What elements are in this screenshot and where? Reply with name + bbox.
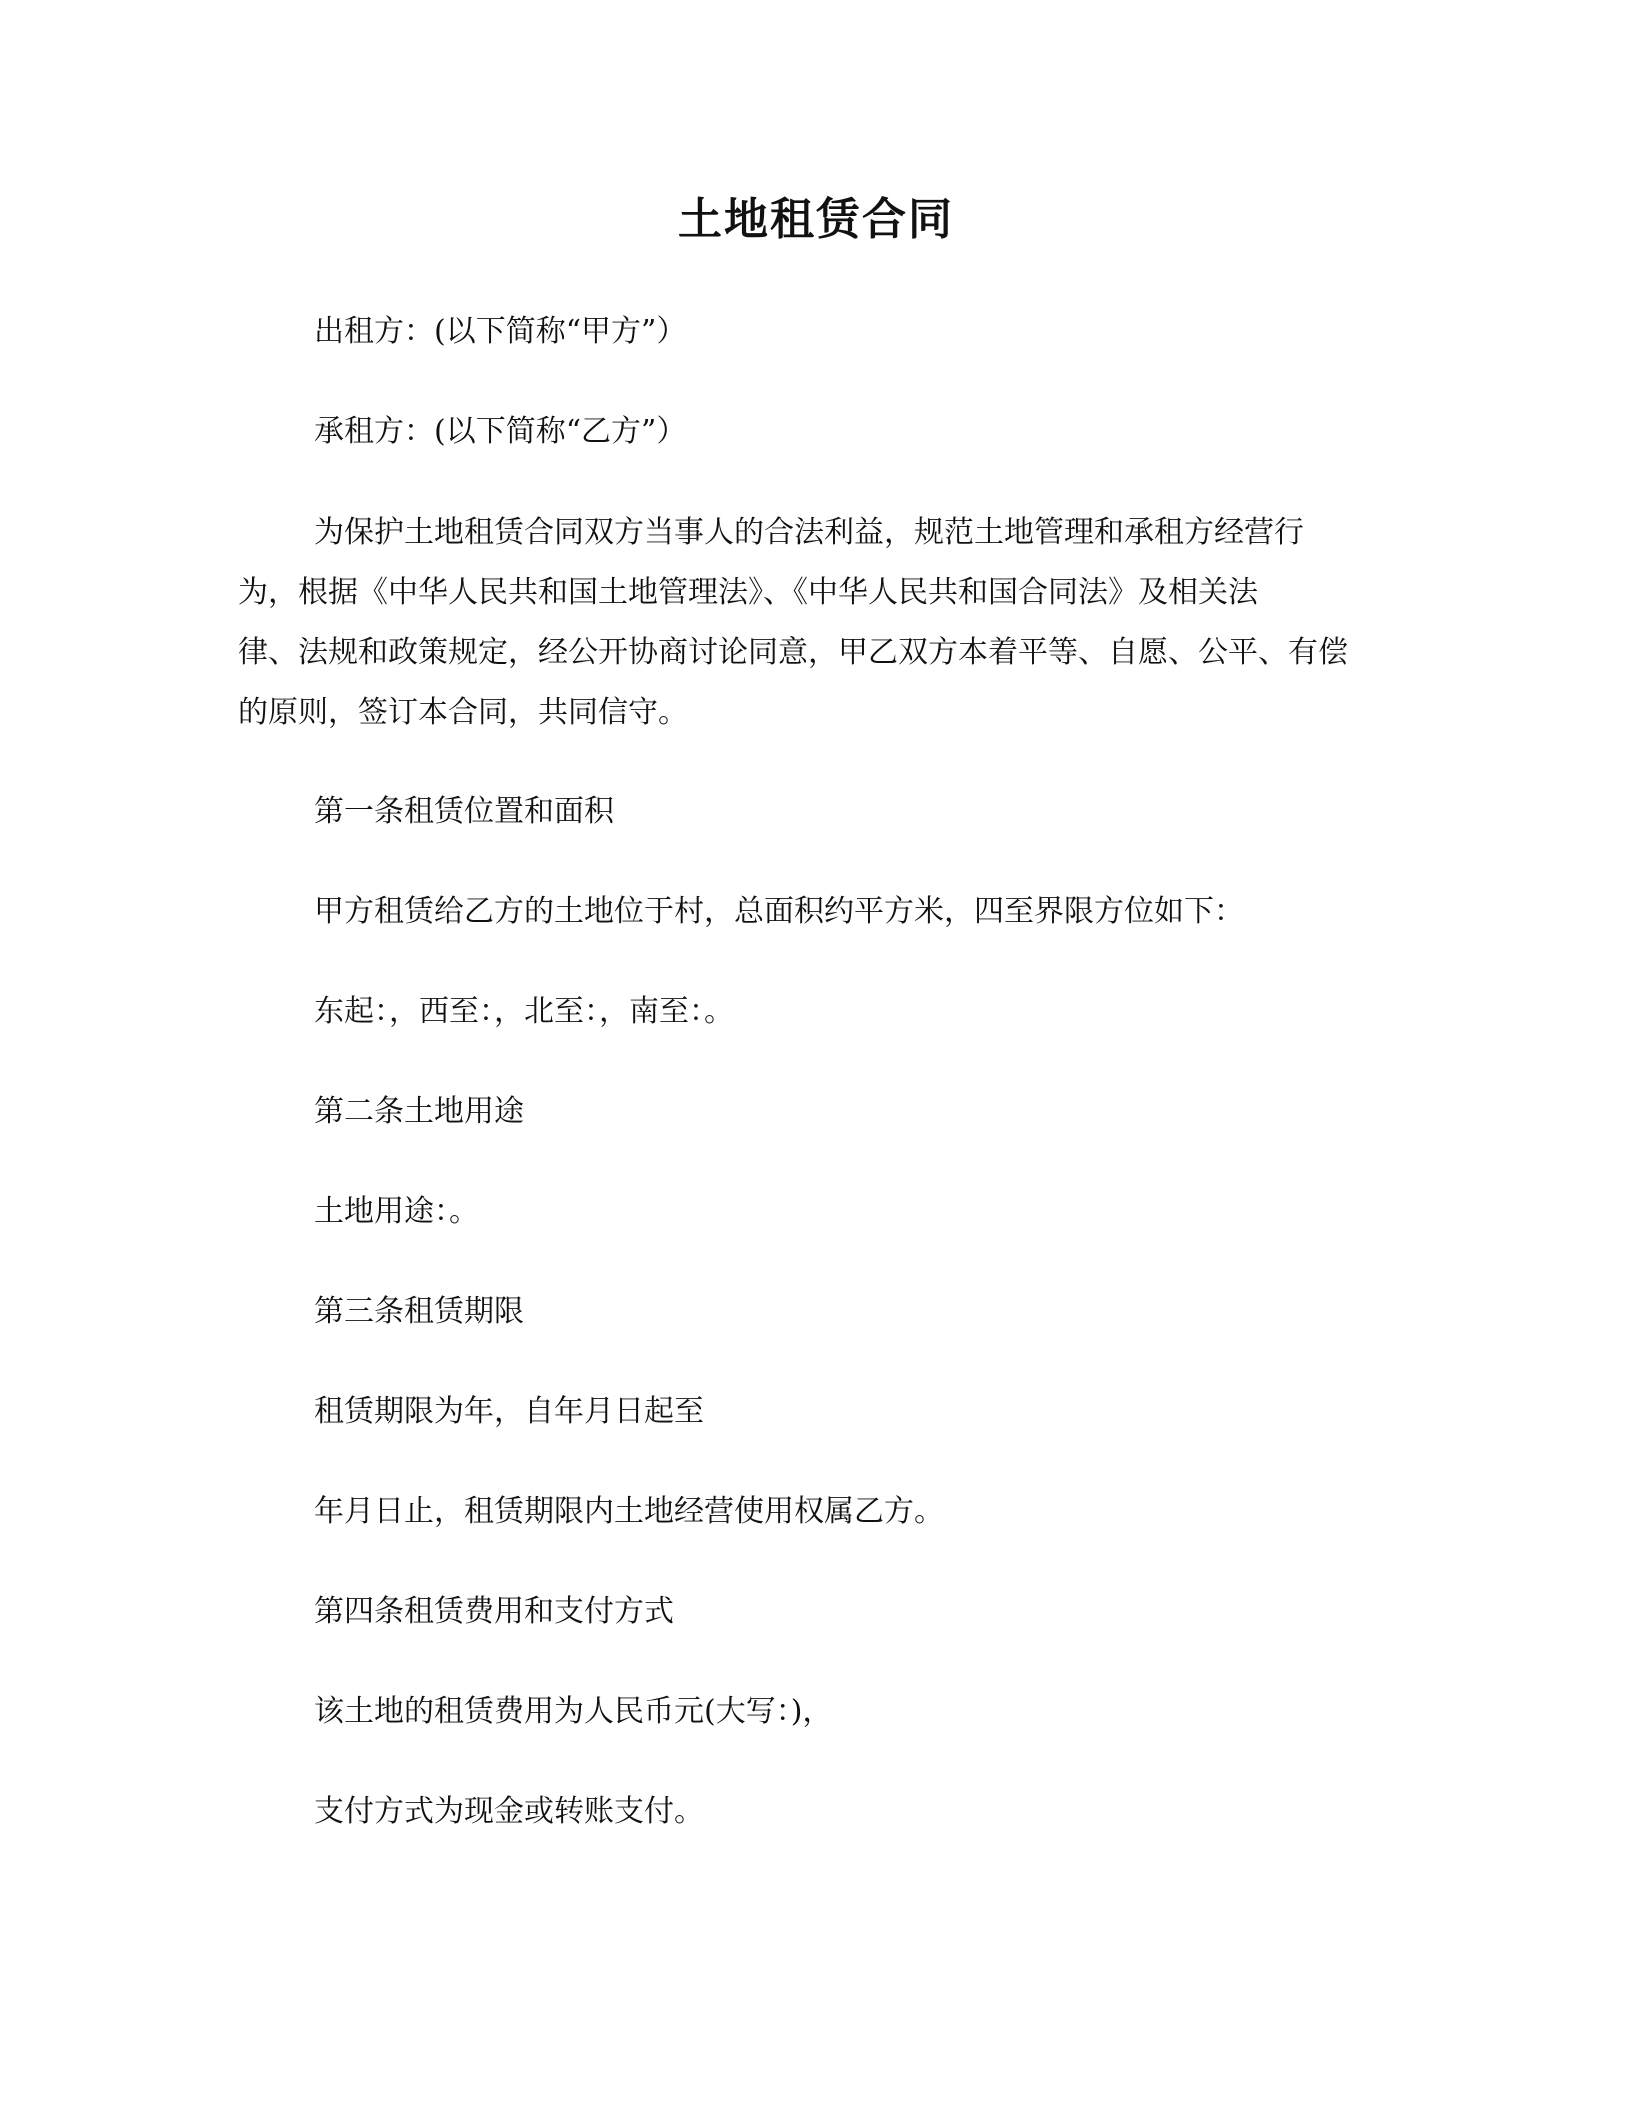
preamble-line-3: 律、法规和政策规定，经公开协商讨论同意，甲乙双方本着平等、自愿、公平、有偿: [238, 635, 1348, 670]
article4-text-1: 该土地的租赁费用为人民币元(大写：)，: [314, 1694, 833, 1729]
preamble-line-1: 为保护土地租赁合同双方当事人的合法利益，规范土地管理和承租方经营行: [314, 515, 1304, 550]
lessor-line: 出租方：(以下简称“甲方”）: [314, 314, 687, 349]
article3-text-1: 租赁期限为年，自年月日起至: [314, 1394, 704, 1429]
preamble-line-4: 的原则，签订本合同，共同信守。: [238, 695, 688, 730]
article2-heading: 第二条土地用途: [314, 1094, 524, 1129]
lessee-line: 承租方：(以下简称“乙方”）: [314, 414, 687, 449]
article1-text-1: 甲方租赁给乙方的土地位于村，总面积约平方米，四至界限方位如下：: [314, 894, 1244, 929]
article3-heading: 第三条租赁期限: [314, 1294, 524, 1329]
article4-heading: 第四条租赁费用和支付方式: [314, 1594, 674, 1629]
document-title: 土地租赁合同: [678, 194, 954, 245]
article1-text-2: 东起：，西至：，北至：，南至：。: [314, 994, 734, 1029]
article1-heading: 第一条租赁位置和面积: [314, 794, 614, 829]
article3-text-2: 年月日止，租赁期限内土地经营使用权属乙方。: [314, 1494, 944, 1529]
preamble-paragraph: [238, 503, 1388, 743]
article4-text-2: 支付方式为现金或转账支付。: [314, 1794, 704, 1829]
preamble-line-2: 为，根据《中华人民共和国土地管理法》、《中华人民共和国合同法》及相关法: [238, 575, 1258, 610]
article2-text-1: 土地用途：。: [314, 1194, 479, 1229]
